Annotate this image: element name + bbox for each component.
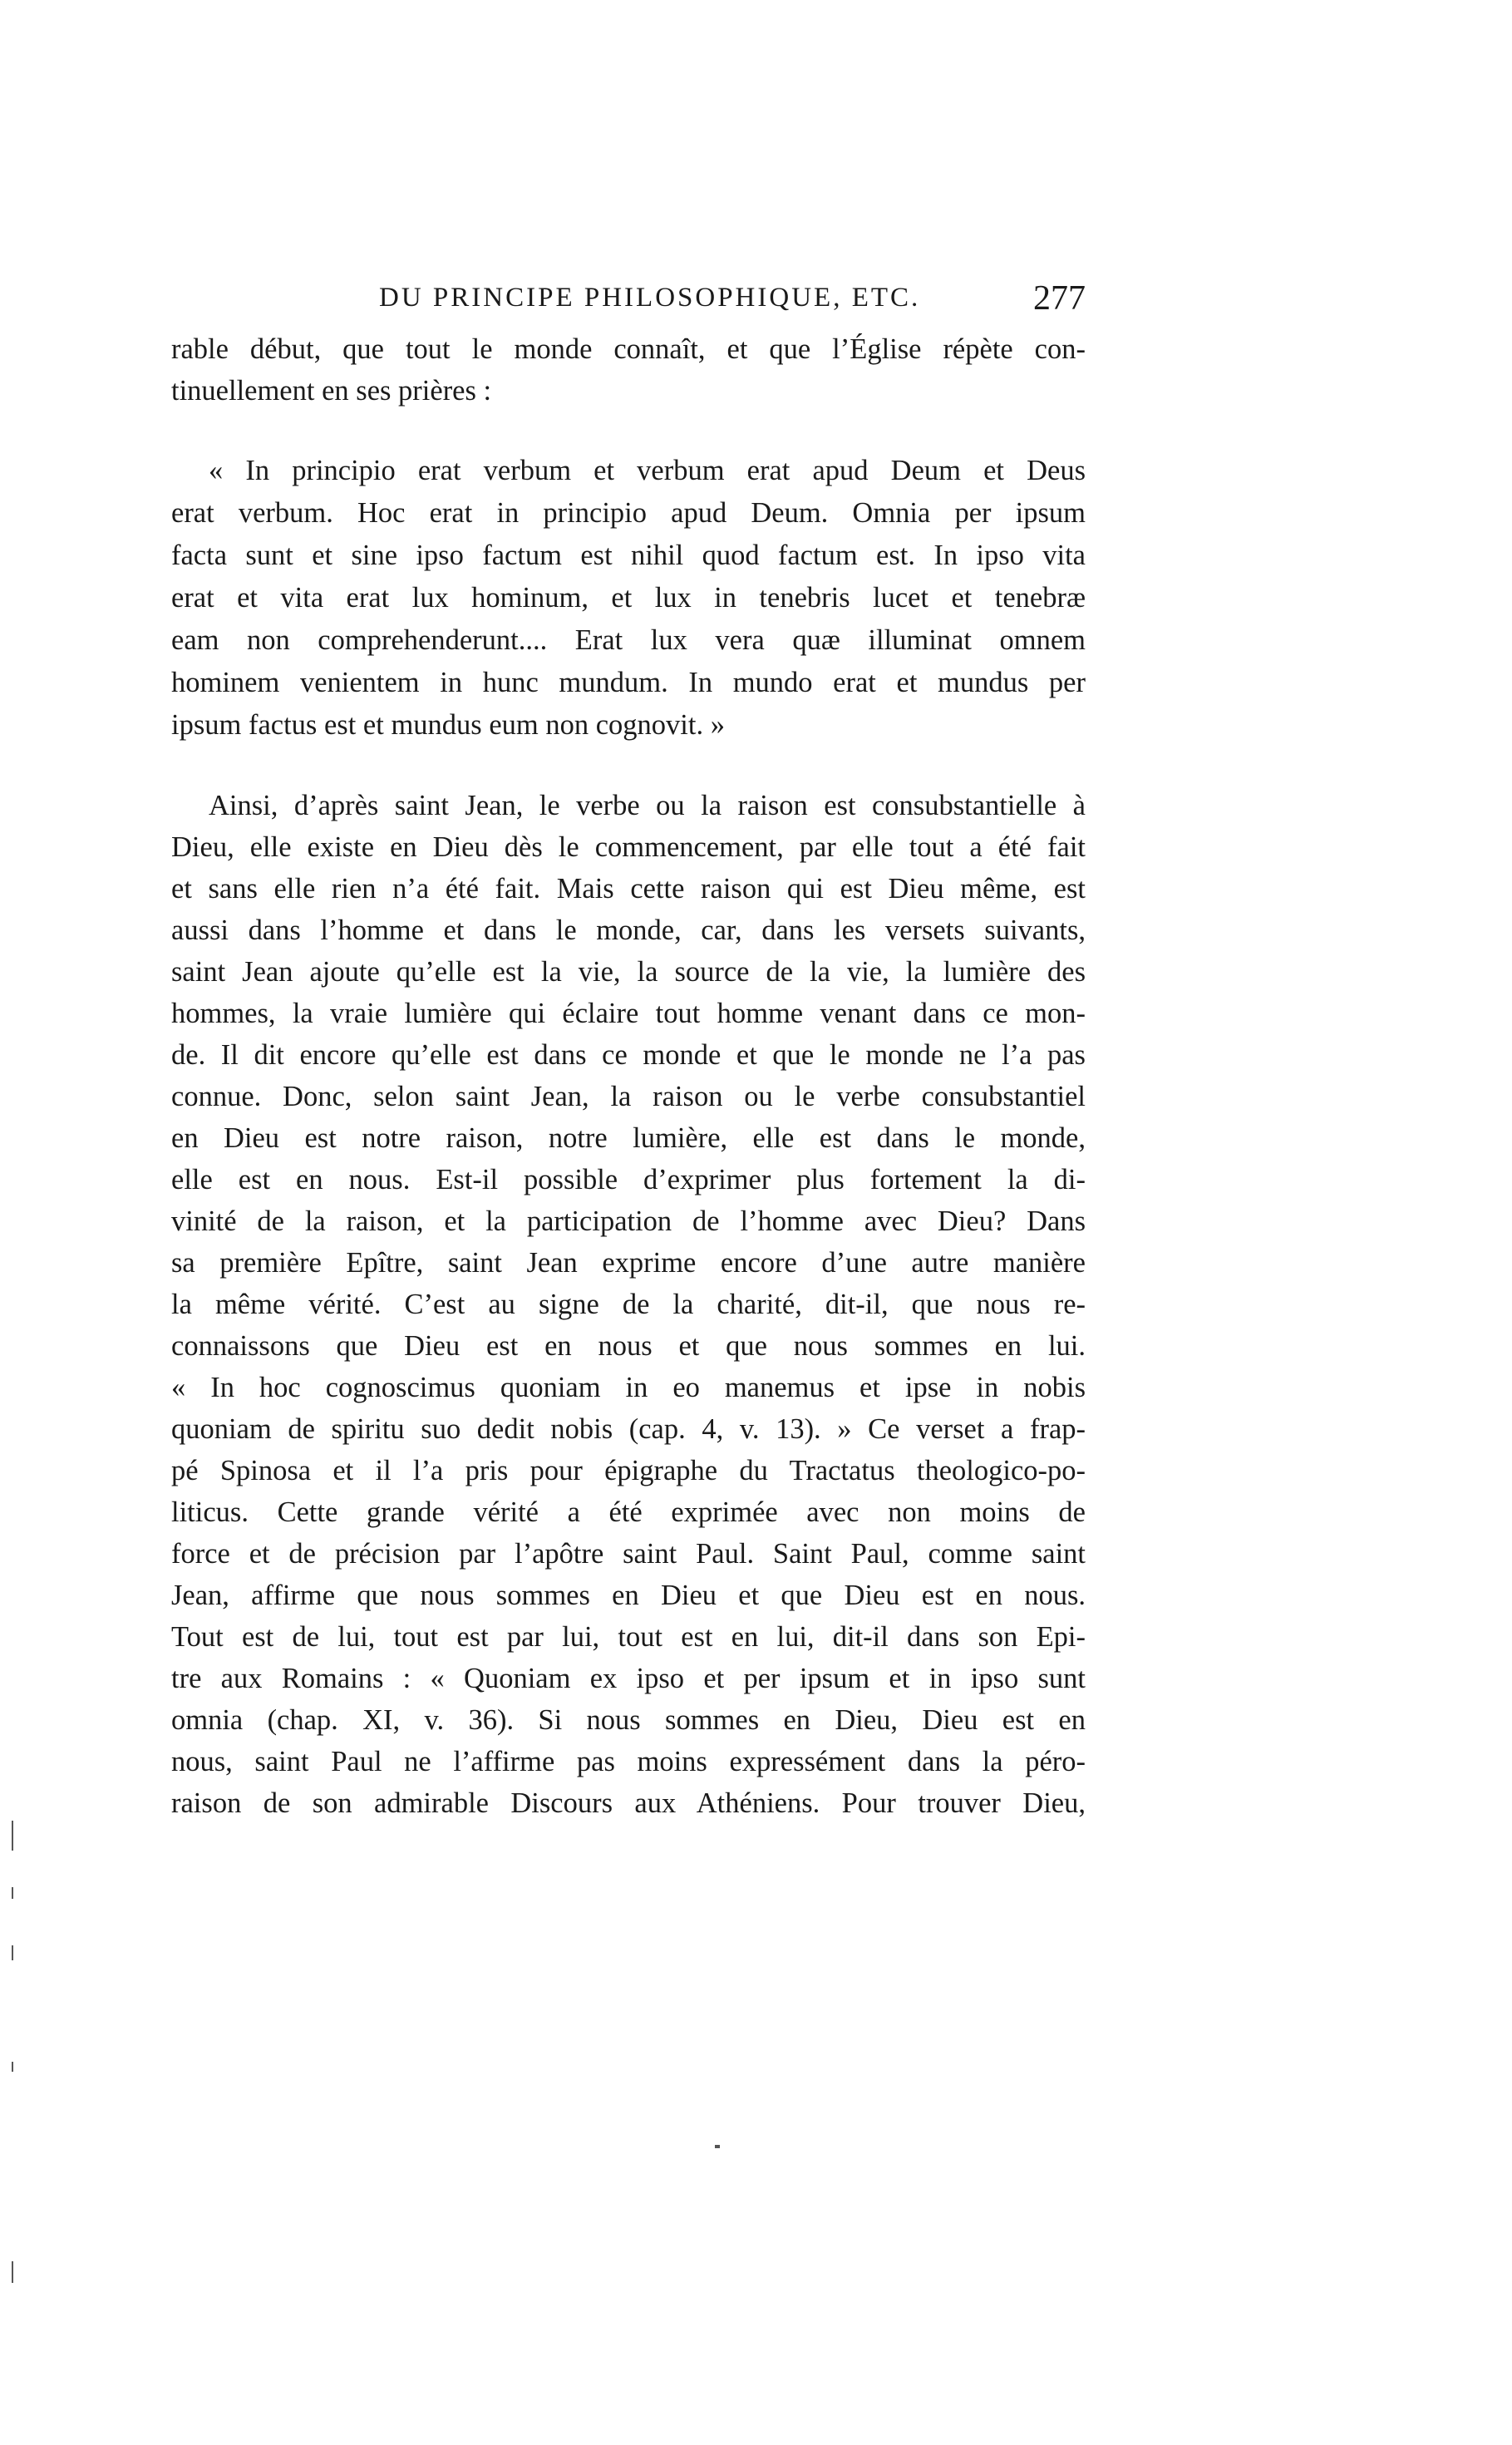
text-line: pé Spinosa et il l’a pris pour épigraphe du Tractatus theologico-po- bbox=[171, 1455, 1086, 1486]
text-line: quoniam de spiritu suo dedit nobis (cap. 4, v. 13). » Ce verset a frap- bbox=[171, 1413, 1086, 1445]
scan-margin-mark bbox=[12, 1887, 13, 1899]
text-line: tre aux Romains : « Quoniam ex ipso et per ipsum et in ipso sunt bbox=[171, 1663, 1086, 1694]
book-page bbox=[171, 279, 1086, 1824]
scan-margin-mark bbox=[12, 2062, 13, 2072]
page-header bbox=[171, 279, 1086, 328]
text-line: tinuellement en ses prières : bbox=[171, 375, 492, 407]
gospel-quotation bbox=[171, 450, 1086, 747]
text-line: raison de son admirable Discours aux Athéniens. Pour trouver Dieu, bbox=[171, 1787, 1086, 1819]
text-line: aussi dans l’homme et dans le monde, car, dans les versets suivants, bbox=[171, 914, 1086, 946]
text-line: sa première Epître, saint Jean exprime encore d’une autre manière bbox=[171, 1247, 1086, 1279]
text-line: force et de précision par l’apôtre saint Paul. Saint Paul, comme saint bbox=[171, 1538, 1086, 1570]
scan-margin-mark bbox=[12, 1945, 13, 1960]
scan-margin-mark bbox=[12, 1821, 13, 1851]
running-head: DU PRINCIPE PHILOSOPHIQUE, ETC. bbox=[379, 283, 921, 313]
scan-margin-mark bbox=[715, 2145, 720, 2148]
quote-line: erat et vita erat lux hominum, et lux in tenebris lucet et tenebræ bbox=[171, 582, 1086, 614]
quote-line: erat verbum. Hoc erat in principio apud Deum. Omnia per ipsum bbox=[171, 497, 1086, 529]
text-line: Dieu, elle existe en Dieu dès le commencement, par elle tout a été fait bbox=[171, 831, 1086, 863]
text-line: elle est en nous. Est-il possible d’exprimer plus fortement la di- bbox=[171, 1164, 1086, 1195]
text-line: omnia (chap. XI, v. 36). Si nous sommes en Dieu, Dieu est en bbox=[171, 1704, 1086, 1736]
text-line: et sans elle rien n’a été fait. Mais cette raison qui est Dieu même, est bbox=[171, 873, 1086, 905]
text-line: connue. Donc, selon saint Jean, la raison ou le verbe consubstantiel bbox=[171, 1081, 1086, 1112]
text-line: la même vérité. C’est au signe de la charité, dit-il, que nous re- bbox=[171, 1289, 1086, 1320]
text-line: Tout est de lui, tout est par lui, tout est en lui, dit-il dans son Epi- bbox=[171, 1621, 1086, 1653]
text-line: Ainsi, d’après saint Jean, le verbe ou la raison est consubstantielle à bbox=[209, 790, 1086, 821]
quote-line: ipsum factus est et mundus eum non cognovit. » bbox=[171, 709, 725, 741]
text-line: saint Jean ajoute qu’elle est la vie, la source de la vie, la lumière des bbox=[171, 956, 1086, 988]
quote-line: eam non comprehenderunt.... Erat lux vera quæ illuminat omnem bbox=[171, 624, 1086, 656]
quote-line: facta sunt et sine ipso factum est nihil quod factum est. In ipso vita bbox=[171, 540, 1086, 571]
quote-line: hominem venientem in hunc mundum. In mundo erat et mundus per bbox=[171, 667, 1086, 698]
text-line: rable début, que tout le monde connaît, et que l’Église répète con- bbox=[171, 333, 1086, 365]
body-paragraph bbox=[171, 785, 1086, 1824]
text-line: Jean, affirme que nous sommes en Dieu et que Dieu est en nous. bbox=[171, 1580, 1086, 1611]
intro-paragraph bbox=[171, 328, 1086, 412]
page-number: 277 bbox=[1033, 279, 1086, 318]
text-line: connaissons que Dieu est en nous et que nous sommes en lui. bbox=[171, 1330, 1086, 1362]
quote-line: « In principio erat verbum et verbum erat apud Deum et Deus bbox=[209, 455, 1086, 486]
scan-margin-mark bbox=[12, 2261, 13, 2283]
text-line: liticus. Cette grande vérité a été exprimée avec non moins de bbox=[171, 1496, 1086, 1528]
text-line: hommes, la vraie lumière qui éclaire tout homme venant dans ce mon- bbox=[171, 998, 1086, 1029]
text-line: en Dieu est notre raison, notre lumière, elle est dans le monde, bbox=[171, 1122, 1086, 1154]
text-line: vinité de la raison, et la participation de l’homme avec Dieu? Dans bbox=[171, 1205, 1086, 1237]
text-line: de. Il dit encore qu’elle est dans ce monde et que le monde ne l’a pas bbox=[171, 1039, 1086, 1071]
text-line: « In hoc cognoscimus quoniam in eo manemus et ipse in nobis bbox=[171, 1372, 1086, 1403]
text-line: nous, saint Paul ne l’affirme pas moins expressément dans la péro- bbox=[171, 1746, 1086, 1777]
